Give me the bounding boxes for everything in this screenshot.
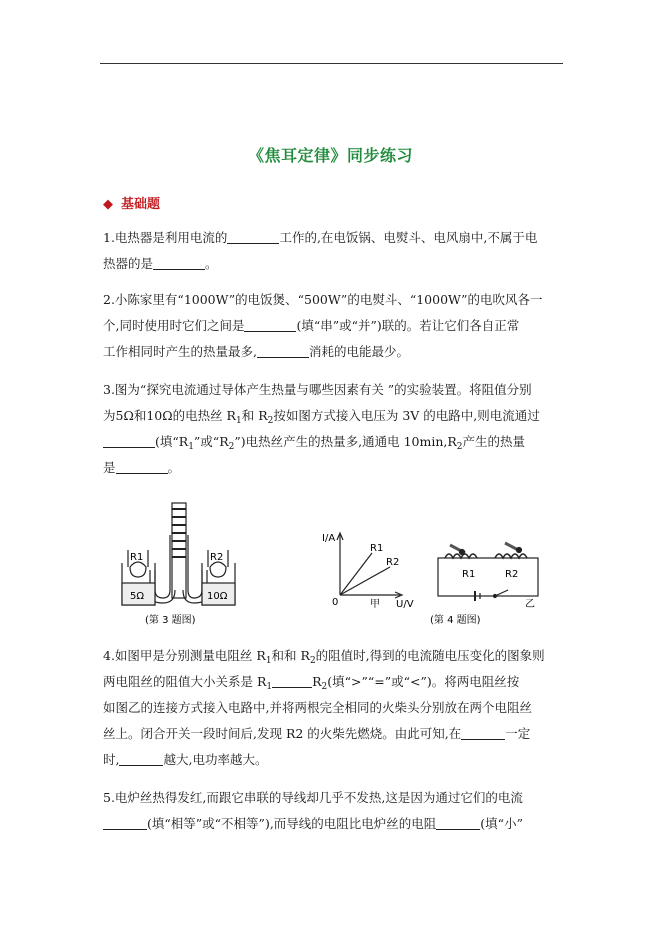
header-rule [100, 63, 563, 64]
fig4-line1-label: R1 [370, 543, 384, 554]
question-3: 3.图为“探究电流通过导体产生热量与哪些因素有关 ”的实验装置。将阻值分别 为5Ω和10Ω的电热丝 $R_1$和 $R_2$按如图方式接入电压为 3V 的电路中,则电流通过 (填“$R_1$”或“$R_2$”)电热丝产生的热量多,通通电 $10\min,R_2$产生的热量 是 。 [103, 382, 540, 475]
fig4-origin: 0 [332, 597, 339, 608]
section-label: 基础题 [121, 197, 161, 212]
question-4: 4.如图甲是分别测量电阻丝 $R_1$和和 $R_2$的阻值时,得到的电流随电压变化的图象则 两电阻丝的阻值大小关系是 $R_1$ $R_2$(填“>”“=”或“<”)。将两电阻丝按 如图乙的连接方式接入电路中,并将两根完全相同的火柴头分别放在两个电阻丝 丝上。闭合开关一段时间后,发现 R2 的火柴先燃烧。由此可知,在 一定 时, 越大,电功率越大。 [103, 648, 545, 767]
answer-blank[interactable] [116, 459, 168, 474]
fig4-xlabel: U/V [396, 599, 414, 610]
answer-blank[interactable] [103, 815, 147, 830]
fig4-circuit-r2: R2 [505, 569, 519, 580]
answer-blank[interactable] [227, 229, 279, 244]
fig4-sub-jia: 甲 [370, 599, 380, 610]
answer-blank[interactable] [153, 255, 205, 270]
figures-svg [100, 495, 570, 635]
section-heading [103, 193, 160, 212]
page-title: 《焦耳定律》同步练习 [247, 146, 413, 165]
fig4-line2-label: R2 [386, 557, 400, 568]
fig3-r2-label: R2 [210, 552, 224, 563]
question-1: 1.电热器是利用电流的 工作的,在电饭锅、电熨斗、电风扇中,不属于电 热器的是 。 [103, 230, 538, 271]
fig3-caption: (第 3 题图) [145, 615, 196, 626]
answer-blank[interactable] [244, 317, 296, 332]
fig4-sub-yi: 乙 [525, 599, 535, 610]
fig3-res1: 5Ω [130, 591, 145, 602]
fig4-ylabel: I/A [322, 533, 336, 544]
fig4-caption: (第 4 题图) [430, 615, 481, 626]
figure-4-circuit [438, 543, 538, 601]
answer-blank[interactable] [257, 343, 309, 358]
diamond-icon: ◆ [103, 197, 113, 212]
fig3-r1-label: R1 [130, 552, 144, 563]
question-2: 2.小陈家里有“1000W”的电饭煲、“500W”的电熨斗、“1000W”的电吹风各一 个,同时使用时它们之间是 (填“串”或“并”)联的。若让它们各自正常 工作相同时产生的热量最多, 消耗的电能最少。 [103, 292, 543, 359]
fig4-circuit-r1: R1 [462, 569, 476, 580]
answer-blank[interactable] [436, 815, 480, 830]
question-5: 5.电炉丝热得发红,而跟它串联的导线却几乎不发热,这是因为通过它们的电流 (填“相等”或“不相等”),而导线的电阻比电炉丝的电阻 (填“小” [103, 790, 523, 831]
fig3-res2: 10Ω [207, 591, 228, 602]
answer-blank[interactable] [103, 433, 155, 448]
answer-blank[interactable] [119, 751, 163, 766]
figure-strip [100, 495, 570, 635]
answer-blank[interactable] [461, 725, 505, 740]
answer-blank[interactable] [272, 673, 312, 688]
